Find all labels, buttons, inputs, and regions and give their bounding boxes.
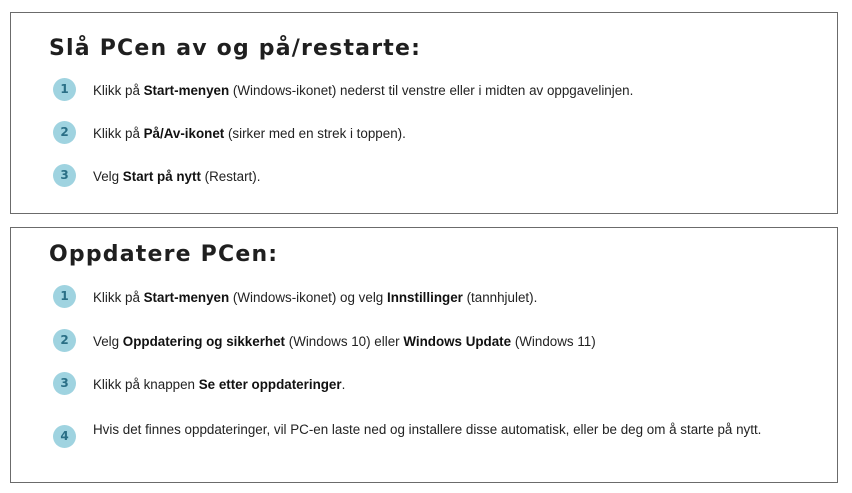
step-text-bold: På/Av-ikonet	[143, 126, 225, 141]
step-text	[93, 332, 821, 352]
section-title-update: Oppdatere PCen:	[49, 242, 279, 267]
step-number-badge: 2	[53, 329, 76, 352]
step-text-part: (Windows-ikonet) nederst til venstre eller i midten av oppgavelinjen.	[229, 83, 634, 98]
step-text-part: (Windows 10) eller	[285, 334, 404, 349]
step-text-part: Klikk på	[93, 83, 144, 98]
step-number-badge: 2	[53, 121, 76, 144]
step-text-part: Klikk på	[93, 290, 144, 305]
step-number-badge: 3	[53, 372, 76, 395]
step-number-badge: 1	[53, 285, 76, 308]
step-text	[93, 167, 821, 187]
step-text-part: (Windows 11)	[511, 334, 596, 349]
step-number-badge: 1	[53, 78, 76, 101]
step-text	[93, 288, 821, 308]
step-number-badge: 3	[53, 164, 76, 187]
step-text-bold: Start-menyen	[143, 290, 230, 305]
step-text-bold: Oppdatering og sikkerhet	[122, 334, 286, 349]
step-text-part: (Windows-ikonet) og velg	[229, 290, 387, 305]
step-text-bold: Start på nytt	[122, 169, 201, 184]
step-text-part: Velg	[93, 169, 123, 184]
step-text-part: Klikk på knappen	[93, 377, 199, 392]
step-text	[93, 375, 821, 395]
step-text	[93, 81, 821, 101]
step-text	[93, 124, 821, 144]
step-text-part: Hvis det finnes oppdateringer, vil PC-en laste ned og installere disse automatisk, eller be deg om å starte på nytt.	[93, 422, 762, 437]
step-text-bold: Start-menyen	[143, 83, 230, 98]
step-text	[93, 418, 821, 441]
step-text-part: (tannhjulet).	[462, 290, 538, 305]
step-number-badge: 4	[53, 425, 76, 448]
step-text-part: Velg	[93, 334, 123, 349]
update-section	[10, 227, 838, 483]
step-text-bold: Se etter oppdateringer	[198, 377, 342, 392]
step-text-bold: Windows Update	[403, 334, 512, 349]
restart-section	[10, 12, 838, 214]
step-text-part: .	[341, 377, 346, 392]
step-text-part: (sirker med en strek i toppen).	[224, 126, 406, 141]
section-title-restart: Slå PCen av og på/restarte:	[49, 36, 422, 61]
step-text-bold: Innstillinger	[386, 290, 463, 305]
step-text-part: Klikk på	[93, 126, 144, 141]
step-text-part: (Restart).	[200, 169, 261, 184]
